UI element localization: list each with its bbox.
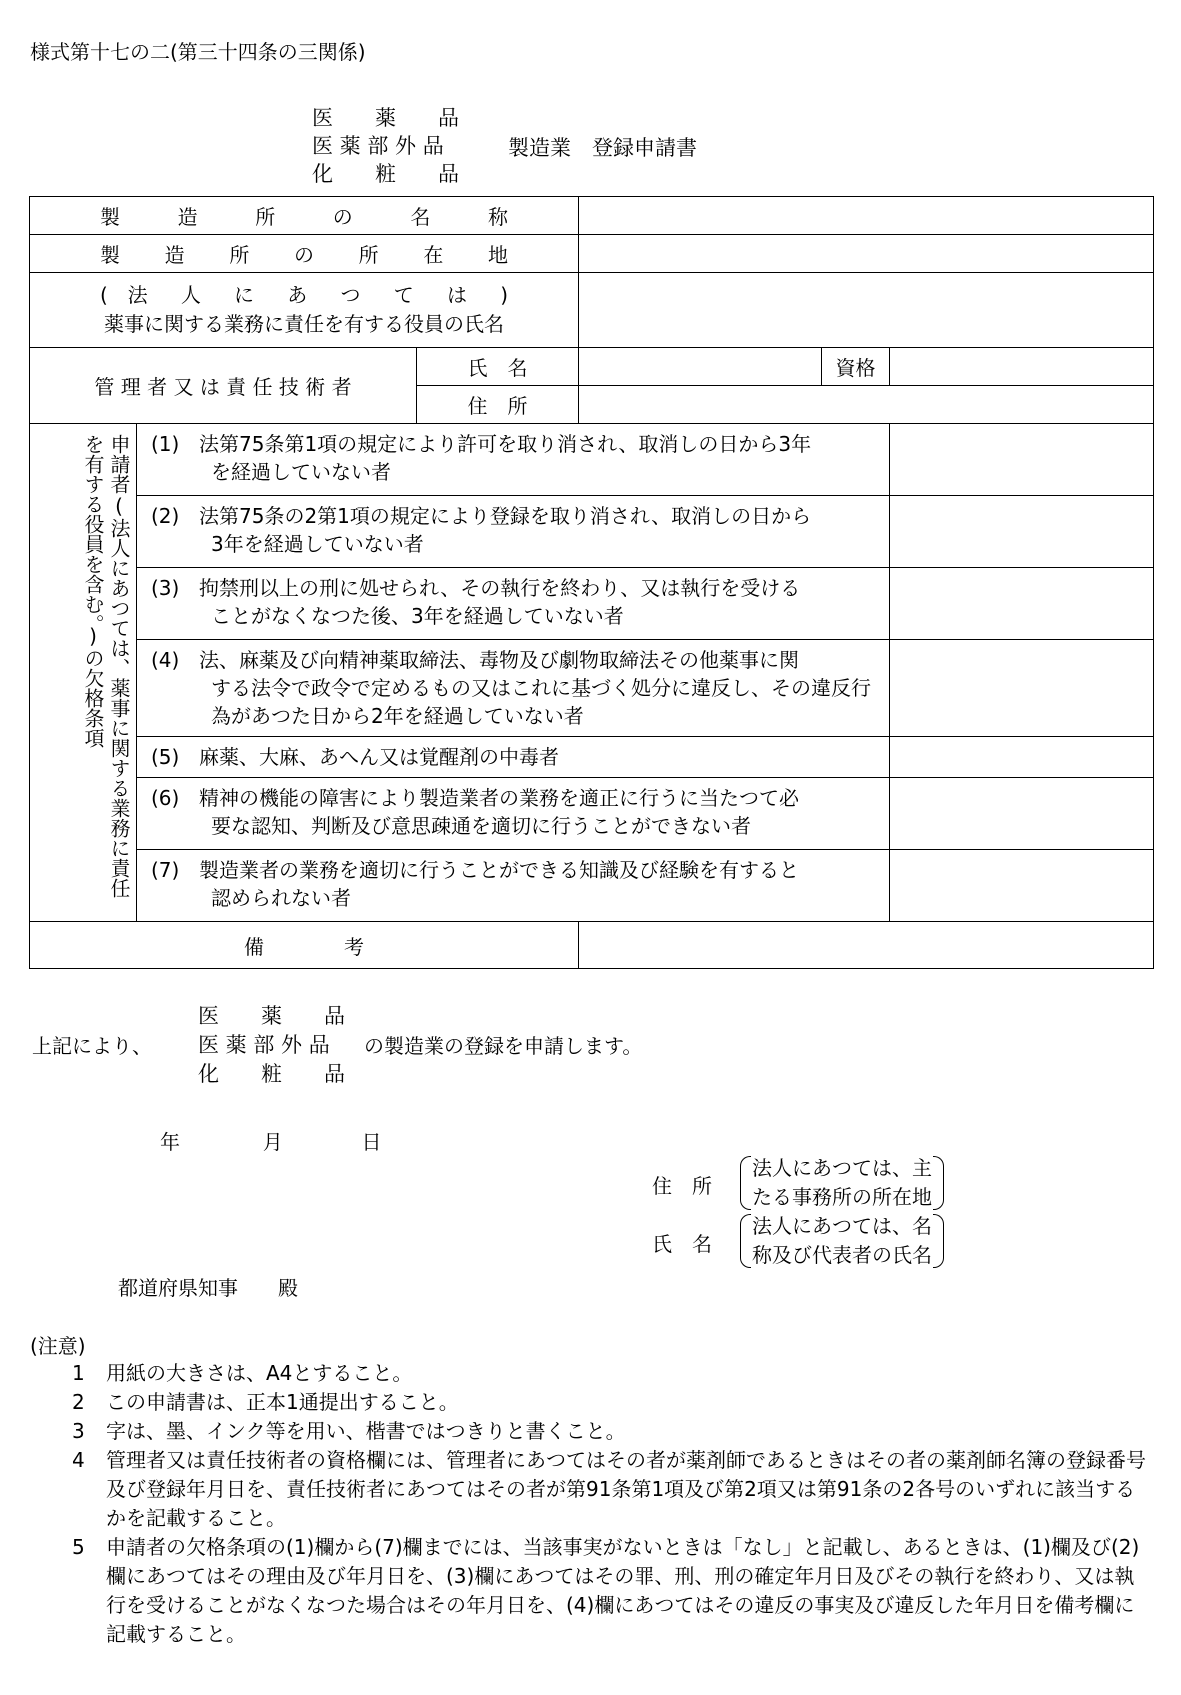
qualification-label: 資格 [822, 348, 890, 386]
disqualification-answer-1[interactable] [890, 424, 1154, 496]
facility-name-label: 製造所の名称 [30, 197, 579, 235]
note-item: 1 用紙の大きさは、A4とすること。 [72, 1361, 413, 1385]
declaration-product-pharma: 医 薬 品 [198, 1004, 345, 1028]
manager-label: 管 理 者 又 は 責 任 技 術 者 [30, 348, 417, 424]
note-item: 3 字は、墨、インク等を用い、楷書ではつきりと書くこと。 [72, 1419, 626, 1443]
disqualification-item: (6) 精神の機能の障害により製造業者の業務を適正に行うに当たつて必 要な認知、判断及び意思疎通を適切に行うことができない者 [137, 778, 890, 850]
facility-name-field[interactable] [579, 197, 1154, 235]
title-suffix: 製造業 登録申請書 [508, 136, 697, 160]
date-month: 月 [262, 1130, 283, 1154]
declaration-product-cosmetic: 化 粧 品 [198, 1062, 345, 1086]
date-line [160, 1126, 381, 1155]
disqualification-answer-3[interactable] [890, 568, 1154, 640]
manager-address-label: 住 所 [417, 386, 579, 424]
disqualification-vertical-label [30, 424, 137, 922]
form-id: 様式第十七の二(第三十四条の三関係) [30, 40, 366, 64]
manager-name-field[interactable] [579, 348, 822, 386]
title-product-pharma: 医 薬 品 [312, 106, 459, 130]
applicant-name-label: 氏 名 [652, 1232, 712, 1256]
title-product-quasi: 医 薬 部 外 品 [312, 134, 444, 158]
applicant-address-note: 法人にあつては、主 たる事務所の所在地 [740, 1154, 944, 1212]
officer-label-line1: ( 法 人 に あ つ て は ) [100, 283, 508, 307]
disqualification-answer-7[interactable] [890, 850, 1154, 922]
officer-label [30, 273, 579, 348]
manager-address-field[interactable] [579, 386, 1154, 424]
qualification-field[interactable] [890, 348, 1154, 386]
disqualification-item: (7) 製造業者の業務を適切に行うことができる知識及び経験を有すると 認められない者 [137, 850, 890, 922]
title-product-cosmetic: 化 粧 品 [312, 162, 459, 186]
date-day: 日 [361, 1130, 382, 1154]
disqualification-item: (1) 法第75条第1項の規定により許可を取り消され、取消しの日から3年 を経過していない者 [137, 424, 890, 496]
declaration-prefix: 上記により、 [32, 1034, 152, 1058]
addressee: 都道府県知事 殿 [118, 1276, 298, 1300]
notes-list [72, 1359, 1152, 1649]
notes-title: (注意) [30, 1334, 86, 1358]
applicant-name-note: 法人にあつては、名 称及び代表者の氏名 [740, 1212, 944, 1270]
disqualification-answer-2[interactable] [890, 496, 1154, 568]
disqualification-answer-5[interactable] [890, 737, 1154, 778]
declaration-product-quasi: 医 薬 部 外 品 [198, 1033, 330, 1057]
manager-name-label: 氏 名 [417, 348, 579, 386]
note-item: 4 管理者又は責任技術者の資格欄には、管理者にあつてはその者が薬剤師であるときはその者の薬剤師名簿の登録番号及び登録年月日を、責任技術者にあつてはその者が第91条第1項及び第2項又は第91条の2各号のいずれに該当するかを記載すること。 [72, 1448, 1146, 1530]
disqualification-answer-6[interactable] [890, 778, 1154, 850]
date-year: 年 [160, 1130, 180, 1154]
remarks-field[interactable] [579, 922, 1154, 969]
remarks-label: 備 考 [30, 922, 579, 969]
disqualification-answer-4[interactable] [890, 640, 1154, 737]
disqualification-item: (5) 麻薬、大麻、あへん又は覚醒剤の中毒者 [137, 737, 890, 778]
facility-location-field[interactable] [579, 235, 1154, 273]
declaration-products [198, 1002, 345, 1089]
applicant-address-label: 住 所 [652, 1174, 712, 1198]
title-products [312, 104, 459, 188]
officer-name-field[interactable] [579, 273, 1154, 348]
disqualification-vertical-text: 申請者(法人にあつては、薬事に関する業務に責任を有する役員を含む。)の欠格条項 [81, 434, 131, 898]
disqualification-item: (4) 法、麻薬及び向精神薬取締法、毒物及び劇物取締法その他薬事に関 する法令で政令で定めるもの又はこれに基づく処分に違反し、その違反行為があつた日から2年を経過していない者 [137, 640, 890, 737]
note-item: 2 この申請書は、正本1通提出すること。 [72, 1390, 459, 1414]
declaration-suffix: の製造業の登録を申請します。 [364, 1034, 643, 1058]
disqualification-item: (3) 拘禁刑以上の刑に処せられ、その執行を終わり、又は執行を受ける ことがなくなつた後、3年を経過していない者 [137, 568, 890, 640]
officer-label-line2: 薬事に関する業務に責任を有する役員の氏名 [104, 312, 504, 336]
facility-location-label: 製造所の所在地 [30, 235, 579, 273]
application-table [29, 196, 1154, 969]
note-item: 5 申請者の欠格条項の(1)欄から(7)欄までには、当該事実がないときは「なし」と記載し、あるときは、(1)欄及び(2)欄にあつてはその理由及び年月日を、(3)欄にあつてはその罪、刑、刑の確定年月日及びその執行を終わり、又は執行を受けることがなくなつた場合はその年月日を、(4)欄にあつてはその違反の事実及び違反した年月日を備考欄に記載すること。 [72, 1535, 1140, 1646]
disqualification-item: (2) 法第75条の2第1項の規定により登録を取り消され、取消しの日から 3年を経過していない者 [137, 496, 890, 568]
